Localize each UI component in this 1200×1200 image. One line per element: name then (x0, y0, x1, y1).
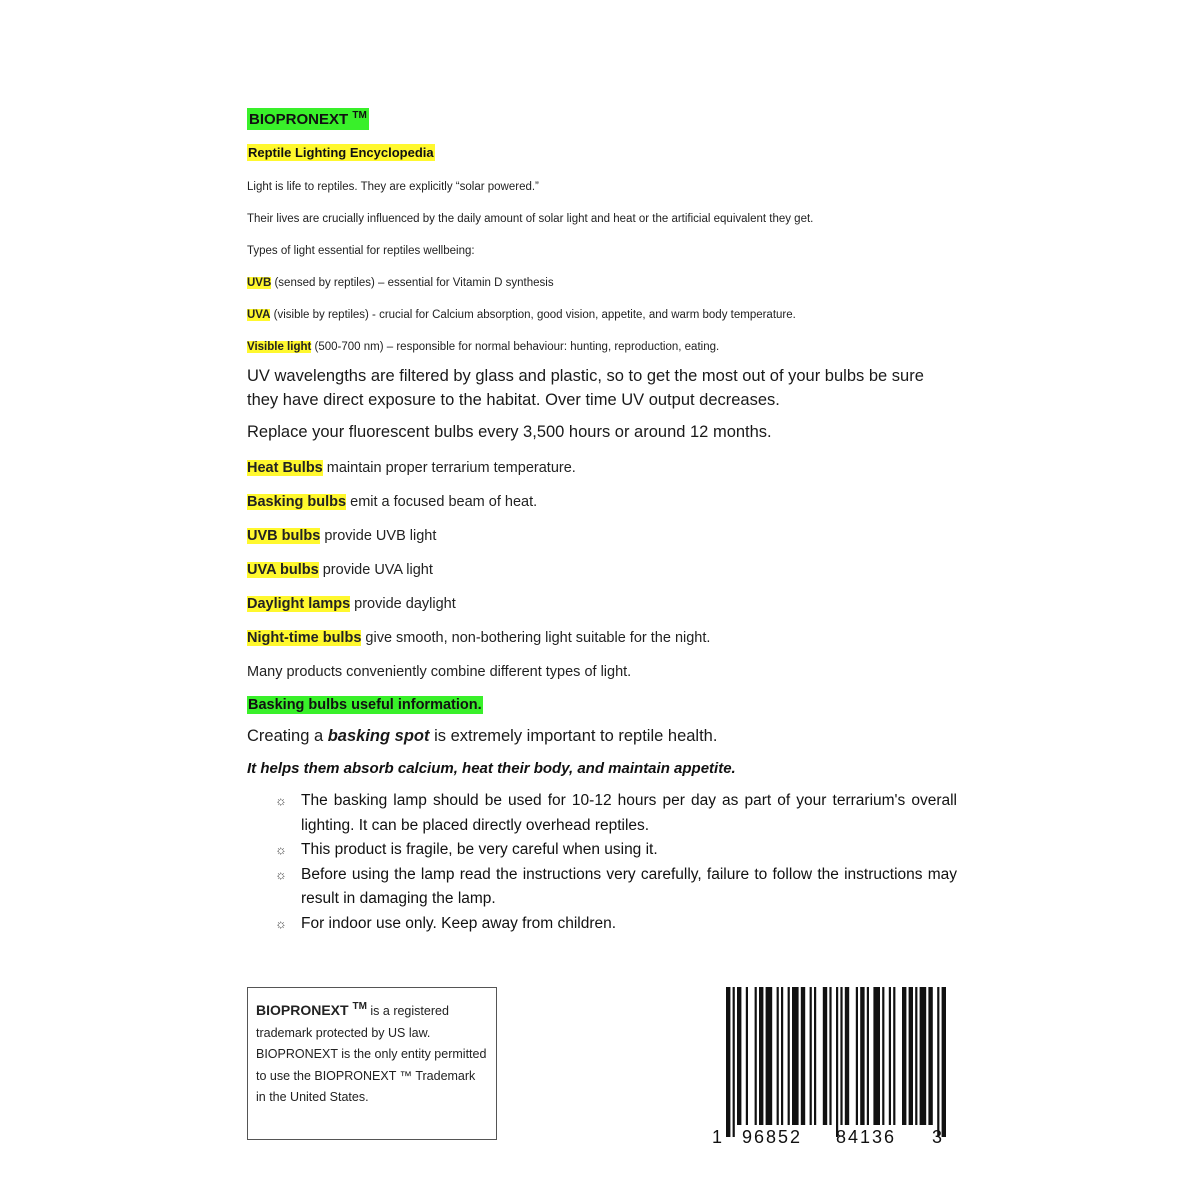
barcode-bar (937, 987, 939, 1137)
encyclopedia-subtitle: Reptile Lighting Encyclopedia (248, 145, 434, 160)
barcode-bar (915, 987, 917, 1125)
label-text-column (247, 108, 957, 936)
barcode (704, 985, 954, 1150)
barcode-bars (726, 987, 946, 1137)
barcode-bar (893, 987, 895, 1125)
sun-bullet-icon: ☼ (275, 793, 287, 808)
barcode-bar (882, 987, 884, 1125)
barcode-bar (810, 987, 812, 1125)
barcode-bar (856, 987, 858, 1125)
bulb-basking: Basking bulbs emit a focused beam of heat. (247, 494, 538, 510)
barcode-bar (746, 987, 748, 1125)
barcode-digit-first: 1 (712, 1127, 723, 1147)
bulb-daylight: Daylight lamps provide daylight (247, 596, 456, 612)
barcode-bar (788, 987, 790, 1125)
sun-bullet-icon: ☼ (275, 915, 287, 931)
barcode-bar (737, 987, 741, 1125)
intro-line-1: Light is life to reptiles. They are explicitly “solar powered.” (247, 181, 539, 193)
bulb-uvb: UVB bulbs provide UVB light (247, 528, 437, 544)
barcode-bar (755, 987, 757, 1125)
bulb-uva: UVA bulbs provide UVA light (247, 562, 433, 578)
trademark-brand: BIOPRONEXT ™ (256, 1001, 367, 1018)
barcode-bar (840, 987, 842, 1125)
light-type-uvb: UVB (sensed by reptiles) – essential for Vitamin D synthesis (247, 277, 554, 289)
barcode-bar (766, 987, 773, 1125)
barcode-bar (889, 987, 891, 1125)
barcode-bar (801, 987, 805, 1125)
barcode-bar (726, 987, 730, 1137)
barcode-bar (814, 987, 816, 1125)
list-item: ☼ The basking lamp should be used for 10-12 hours per day as part of your terrarium's overall lighting. It can be placed directly overhead reptiles. (275, 789, 957, 838)
bulb-night: Night-time bulbs give smooth, non-bothering light suitable for the night. (247, 630, 711, 646)
barcode-bar (823, 987, 827, 1125)
trademark-notice (247, 987, 497, 1140)
barcode-digits-left: 96852 (742, 1127, 803, 1147)
barcode-bar (873, 987, 880, 1125)
barcode-bar (942, 987, 946, 1137)
barcode-bar (928, 987, 932, 1125)
bulb-heat: Heat Bulbs maintain proper terrarium temperature. (247, 460, 576, 476)
brand-heading (247, 108, 957, 130)
list-item: ☼ Before using the lamp read the instructions very carefully, failure to follow the instructions may result in damaging the lamp. (275, 863, 957, 912)
intro-line-2: Their lives are crucially influenced by the daily amount of solar light and heat or the artificial equivalent they get. (247, 213, 814, 225)
barcode-bar (792, 987, 799, 1125)
barcode-bar (902, 987, 906, 1125)
barcode-bar (836, 987, 838, 1137)
basking-section-title: Basking bulbs useful information. (248, 697, 482, 713)
light-type-uva: UVA (visible by reptiles) - crucial for Calcium absorption, good vision, appetite, and warm body temperature. (247, 309, 796, 321)
basking-spot-line: Creating a basking spot is extremely important to reptile health. (247, 727, 718, 745)
light-type-visible: Visible light (500-700 nm) – responsible for normal behaviour: hunting, reproduction, eating. (247, 341, 720, 353)
barcode-digits-right: 84136 (836, 1127, 897, 1147)
barcode-bar (909, 987, 913, 1125)
sun-bullet-icon: ☼ (275, 842, 287, 857)
intro-line-3: Types of light essential for reptiles wellbeing: (247, 245, 475, 257)
sun-bullet-icon: ☼ (275, 866, 287, 882)
brand-name: BIOPRONEXT ™ (249, 110, 367, 128)
uv-filter-note: UV wavelengths are filtered by glass and plastic, so to get the most out of your bulbs be sure they have direct exposure to the habitat. Over time UV output decreases. (247, 367, 924, 409)
replace-note: Replace your fluorescent bulbs every 3,500 hours or around 12 months. (247, 423, 772, 441)
list-item: ☼ For indoor use only. Keep away from children. (275, 912, 957, 937)
barcode-bar (920, 987, 927, 1125)
barcode-bar (759, 987, 763, 1125)
usage-tips-list (247, 789, 957, 936)
barcode-bar (733, 987, 735, 1137)
combine-note: Many products conveniently combine different types of light. (247, 664, 632, 680)
list-item: ☼ This product is fragile, be very careful when using it. (275, 838, 957, 863)
barcode-bar (867, 987, 869, 1125)
barcode-digit-last: 3 (932, 1127, 943, 1147)
barcode-bar (860, 987, 864, 1125)
basking-benefits: It helps them absorb calcium, heat their body, and maintain appetite. (247, 760, 736, 777)
barcode-bar (845, 987, 849, 1125)
barcode-bar (781, 987, 783, 1125)
barcode-bar (829, 987, 831, 1125)
barcode-bar (777, 987, 779, 1125)
trademark-text: is a registered trademark protected by US law. BIOPRONEXT is the only entity permitted to use the BIOPRONEXT ™ Trademark in the United States. (256, 1004, 487, 1104)
